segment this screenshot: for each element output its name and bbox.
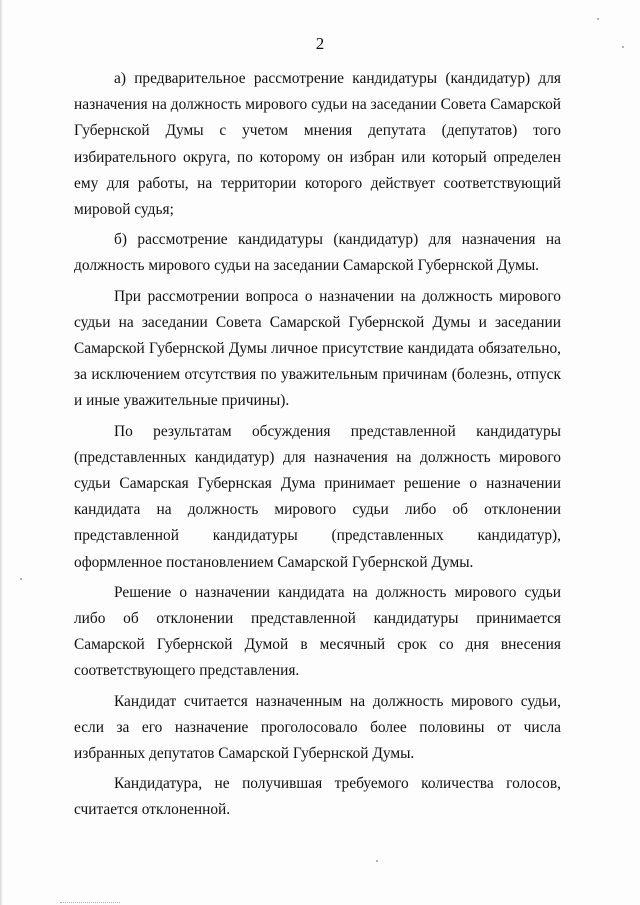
paragraph-item-a: а) предварительное рассмотрение кандидатуры (кандидатур) для назначения на должность мирового судьи на заседании Совета Самарской Губернской Думы с учетом мнения депутата (депутатов) того избирательного округа, по которому он избран или который определен ему для работы, на территории которого действует соответствующий мировой судья; (74, 70, 561, 219)
page-number: 2 (315, 34, 325, 53)
scan-speck (622, 46, 624, 48)
paragraph-rejected: Кандидатура, не получившая требуемого количества голосов, считается отклоненной. (74, 775, 561, 819)
scan-speck (597, 18, 599, 20)
paragraph-majority: Кандидат считается назначенным на должность мирового судьи, если за его назначение проголосовало более половины от числа избранных депутатов Самарской Губернской Думы. (74, 692, 561, 763)
paragraph-decision: По результатам обсуждения представленной кандидатуры (представленных кандидатур) для назначения на должность мирового судьи Самарская Губернская Дума принимает решение о назначении кандидата на должность мирового судьи либо об отклонении представленной кандидатуры (представленных кандидатур), оформленное постановлением Самарской Губернской Думы. (74, 422, 561, 571)
paragraph-presence: При рассмотрении вопроса о назначении на должность мирового судьи на заседании Совета Самарской Губернской Думы и заседании Самарской Губернской Думы личное присутствие кандидата обязательно, за исключением отсутствия по уважительным причинам (болезнь, отпуск и иные уважительные причины). (74, 287, 561, 410)
document-body (74, 66, 561, 828)
scan-speck (20, 578, 22, 580)
scan-speck (376, 860, 378, 862)
footer-rule (60, 902, 120, 903)
scan-edge-shadow (0, 0, 3, 905)
paragraph-term: Решение о назначении кандидата на должность мирового судьи либо об отклонении представленной кандидатуры принимается Самарской Губернской Думой в месячный срок со дня внесения соответствующего представления. (74, 583, 561, 680)
paragraph-item-b: б) рассмотрение кандидатуры (кандидатур) для назначения на должность мирового судьи на заседании Самарской Губернской Думы. (74, 231, 561, 275)
